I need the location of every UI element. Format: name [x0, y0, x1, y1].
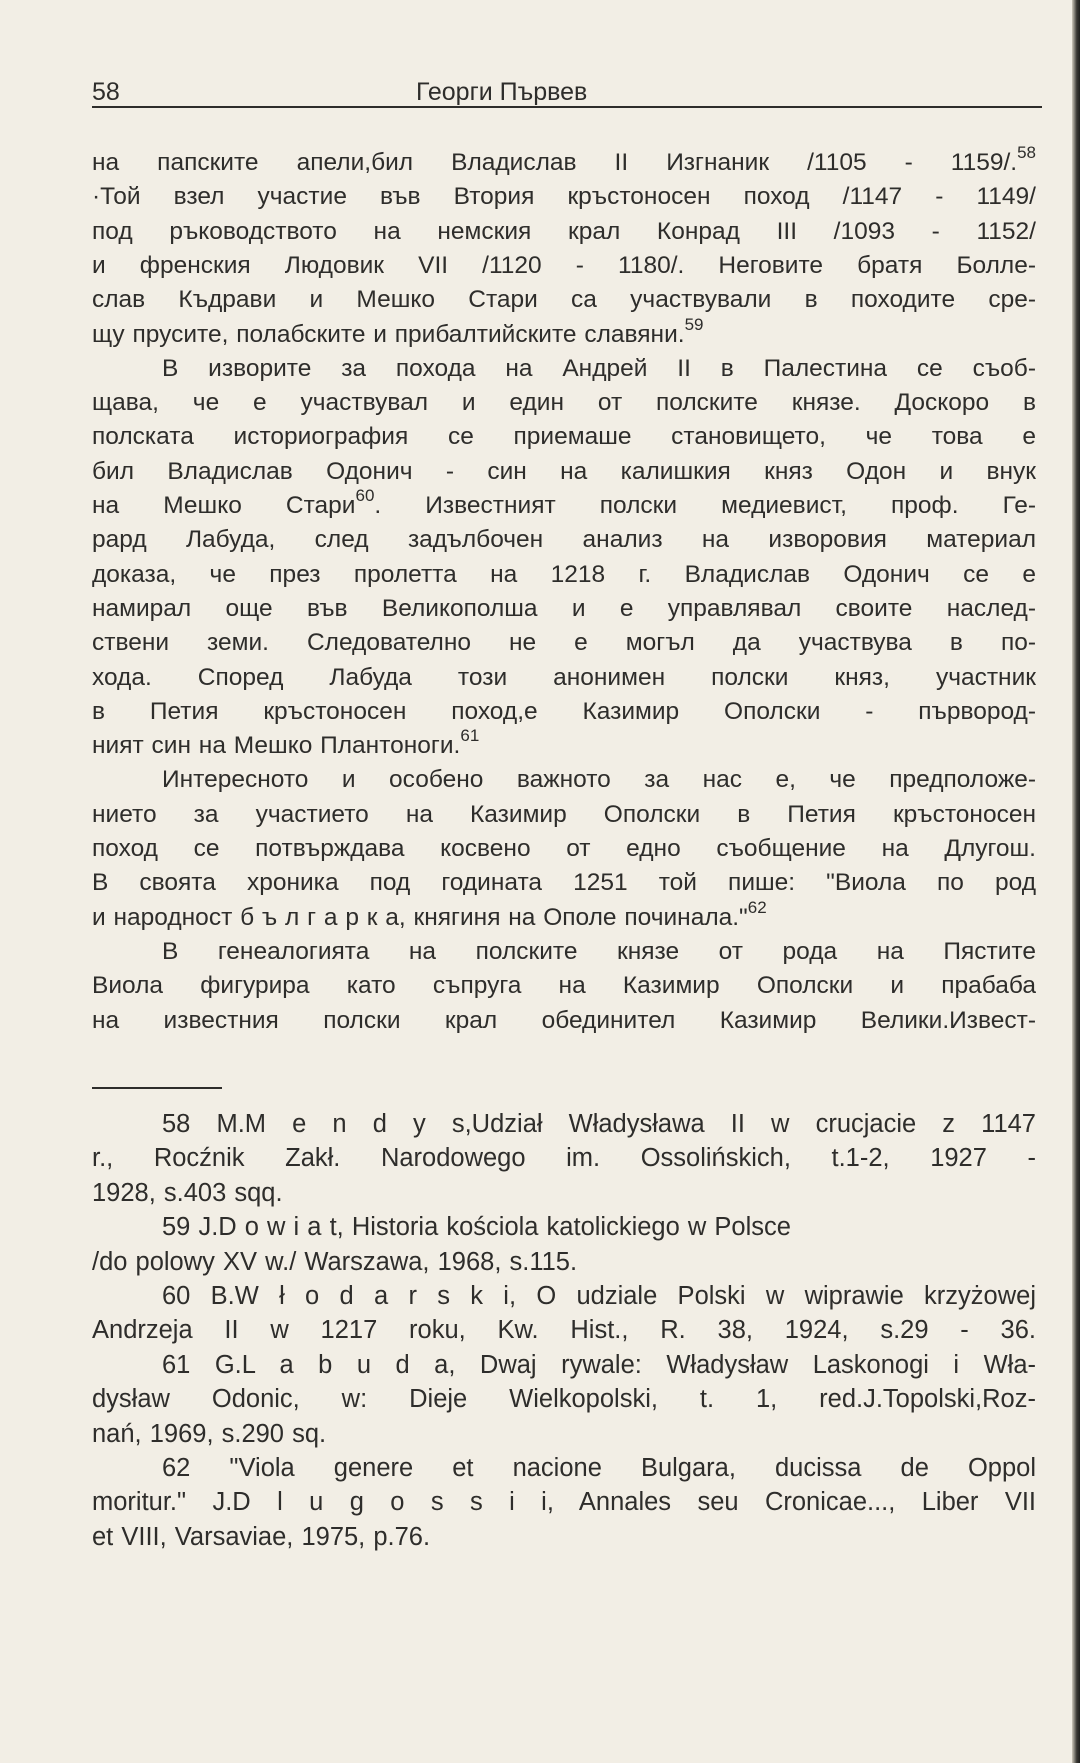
line-text: 1928, s.403 sqq. — [92, 1178, 283, 1207]
body-line — [92, 726, 1036, 761]
line-text: . Известният полски медиевист, проф. Ге- — [374, 492, 1036, 519]
line-text: рард Лабуда, след задълбочен анализ на изворовия материал — [92, 526, 1036, 554]
running-header-author: Георги Първев — [416, 78, 588, 106]
footnote-line — [162, 1453, 1036, 1483]
footnote-separator — [92, 1087, 222, 1089]
line-text: Интересното и особено важното за нас е, че предположе- — [162, 766, 1036, 794]
footnote-line — [92, 1247, 1036, 1277]
footnote-line — [162, 1281, 1036, 1311]
body-line — [162, 354, 1036, 384]
line-text: щу прусите, полабските и прибалтийските славяни. — [92, 320, 685, 348]
line-text: под ръководството на немския крал Конрад III /1093 - 1152/ — [92, 217, 1036, 245]
line-text: в Петия кръстоносен поход,е Казимир Ополски - първород- — [92, 697, 1036, 725]
body-line — [92, 143, 1036, 178]
line-text: Andrzeja II w 1217 roku, Kw. Hist., R. 38, 1924, s.29 - 36. — [92, 1316, 1036, 1345]
line-text: 59 J.D o w i a t, Historia kościola katolickiego w Polsce — [162, 1213, 791, 1242]
body-line — [92, 594, 1036, 624]
line-text: хода. Според Лабуда този анонимен полски княз, участник — [92, 663, 1036, 691]
body-line — [92, 457, 1036, 487]
body-line — [92, 525, 1036, 555]
line-text: слав Къдрави и Мешко Стари са участвували в походите сре- — [92, 286, 1036, 314]
line-text: доказа, че през пролетта на 1218 г. Владислав Одонич се е — [92, 560, 1036, 588]
body-line — [92, 486, 1036, 521]
footnote-line — [92, 1384, 1036, 1414]
line-text: намирал още във Великополша и е управлявал своите наслед- — [92, 594, 1036, 622]
header-rule — [92, 106, 1042, 108]
body-line — [92, 834, 1036, 864]
body-line — [92, 628, 1036, 658]
line-text: поход се потвърждава косвено от едно съобщение на Длугош. — [92, 835, 1036, 862]
footnote-reference: 59 — [684, 314, 704, 334]
body-line — [92, 251, 1036, 281]
body-line — [92, 800, 1036, 830]
footnote-line — [92, 1522, 1036, 1552]
line-text: на папските апели,бил Владислав II Изгнаник /1105 - 1159/. — [92, 149, 1018, 176]
body-line — [92, 663, 1036, 693]
footnote-line — [162, 1350, 1036, 1380]
line-text: и френския Людовик VII /1120 - 1180/. Неговите братя Болле- — [92, 251, 1036, 279]
body-line — [92, 388, 1036, 418]
line-text: В генеалогията на полските князе от рода на Пястите — [162, 937, 1036, 965]
line-text: /do polowy XV w./ Warszawa, 1968, s.115. — [92, 1247, 578, 1276]
footnote-line — [92, 1315, 1036, 1345]
footnote-line — [92, 1178, 1036, 1208]
line-text: et VIII, Varsaviae, 1975, p.76. — [92, 1522, 431, 1551]
body-line — [92, 1006, 1036, 1036]
footnote-reference: 62 — [747, 897, 767, 917]
line-text: щава, че е участвувал и един от полските князе. Доскоро в — [92, 389, 1036, 417]
line-text: нието за участието на Казимир Ополски в Петия кръстоносен — [92, 800, 1036, 828]
line-text: бил Владислав Одонич - син на калишкия княз Одон и внук — [92, 457, 1036, 485]
body-line — [162, 765, 1036, 795]
line-text: 60 B.W ł o d a r s k i, O udziale Polski w wiprawie krzyżowej — [162, 1282, 1036, 1310]
body-line — [92, 560, 1036, 590]
footnote-reference: 58 — [1017, 143, 1036, 162]
line-text: ният син на Мешко Плантоноги. — [92, 732, 461, 760]
body-line — [92, 285, 1036, 315]
line-text: В изворите за похода на Андрей II в Палестина се съоб- — [162, 354, 1036, 382]
body-line — [162, 937, 1036, 967]
line-text: r., Rocźnik Zakł. Narodowego im. Ossolińskich, t.1-2, 1927 - — [92, 1144, 1036, 1173]
body-line — [92, 868, 1036, 898]
line-text: В своята хроника под годината 1251 той пише: "Виола по род — [92, 869, 1036, 897]
line-text: полската историография се приемаше становището, че това е — [92, 423, 1036, 451]
footnote-line — [162, 1212, 1036, 1242]
body-line — [92, 422, 1036, 452]
body-line — [92, 182, 1036, 212]
page-number: 58 — [92, 78, 120, 106]
footnote-reference: 60 — [355, 486, 375, 505]
body-line — [92, 697, 1036, 727]
line-text: 61 G.L a b u d a, Dwaj rywale: Władysław Laskonogi i Wła- — [162, 1350, 1036, 1379]
footnote-line — [92, 1143, 1036, 1173]
line-text: moritur." J.D l u g o s s i i, Annales seu Cronicae..., Liber VII — [92, 1488, 1036, 1517]
footnote-line — [162, 1109, 1036, 1139]
body-line — [92, 314, 1036, 350]
line-text: 58 M.M e n d y s,Udział Władysława II w crucjacie z 1147 — [162, 1110, 1036, 1138]
footnote-line — [92, 1487, 1036, 1517]
body-line — [92, 897, 1036, 933]
line-text: ·Той взел участие във Втория кръстоносен поход /1147 - 1149/ — [92, 183, 1036, 211]
footnote-line — [92, 1419, 1036, 1449]
page-edge-shadow — [1072, 0, 1080, 1763]
body-line — [92, 217, 1036, 247]
line-text: nań, 1969, s.290 sq. — [92, 1419, 327, 1448]
body-line — [92, 971, 1036, 1001]
line-text: на Мешко Стари — [92, 492, 356, 519]
line-text: dysław Odonic, w: Dieje Wielkopolski, t. 1, red.J.Topolski,Roz- — [92, 1385, 1036, 1414]
line-text: 62 "Viola genere et nacione Bulgara, ducissa de Oppol — [162, 1454, 1036, 1482]
line-text: ствени земи. Следователно не е могъл да участвува в по- — [92, 629, 1036, 657]
line-text: на известния полски крал обединител Казимир Велики.Извест- — [92, 1006, 1036, 1034]
line-text: Виола фигурира като съпруга на Казимир Ополски и прабаба — [92, 972, 1036, 1000]
footnote-reference: 61 — [460, 726, 480, 746]
line-text: и народност б ъ л г а р к а, княгиня на Ополе починала." — [92, 903, 748, 931]
